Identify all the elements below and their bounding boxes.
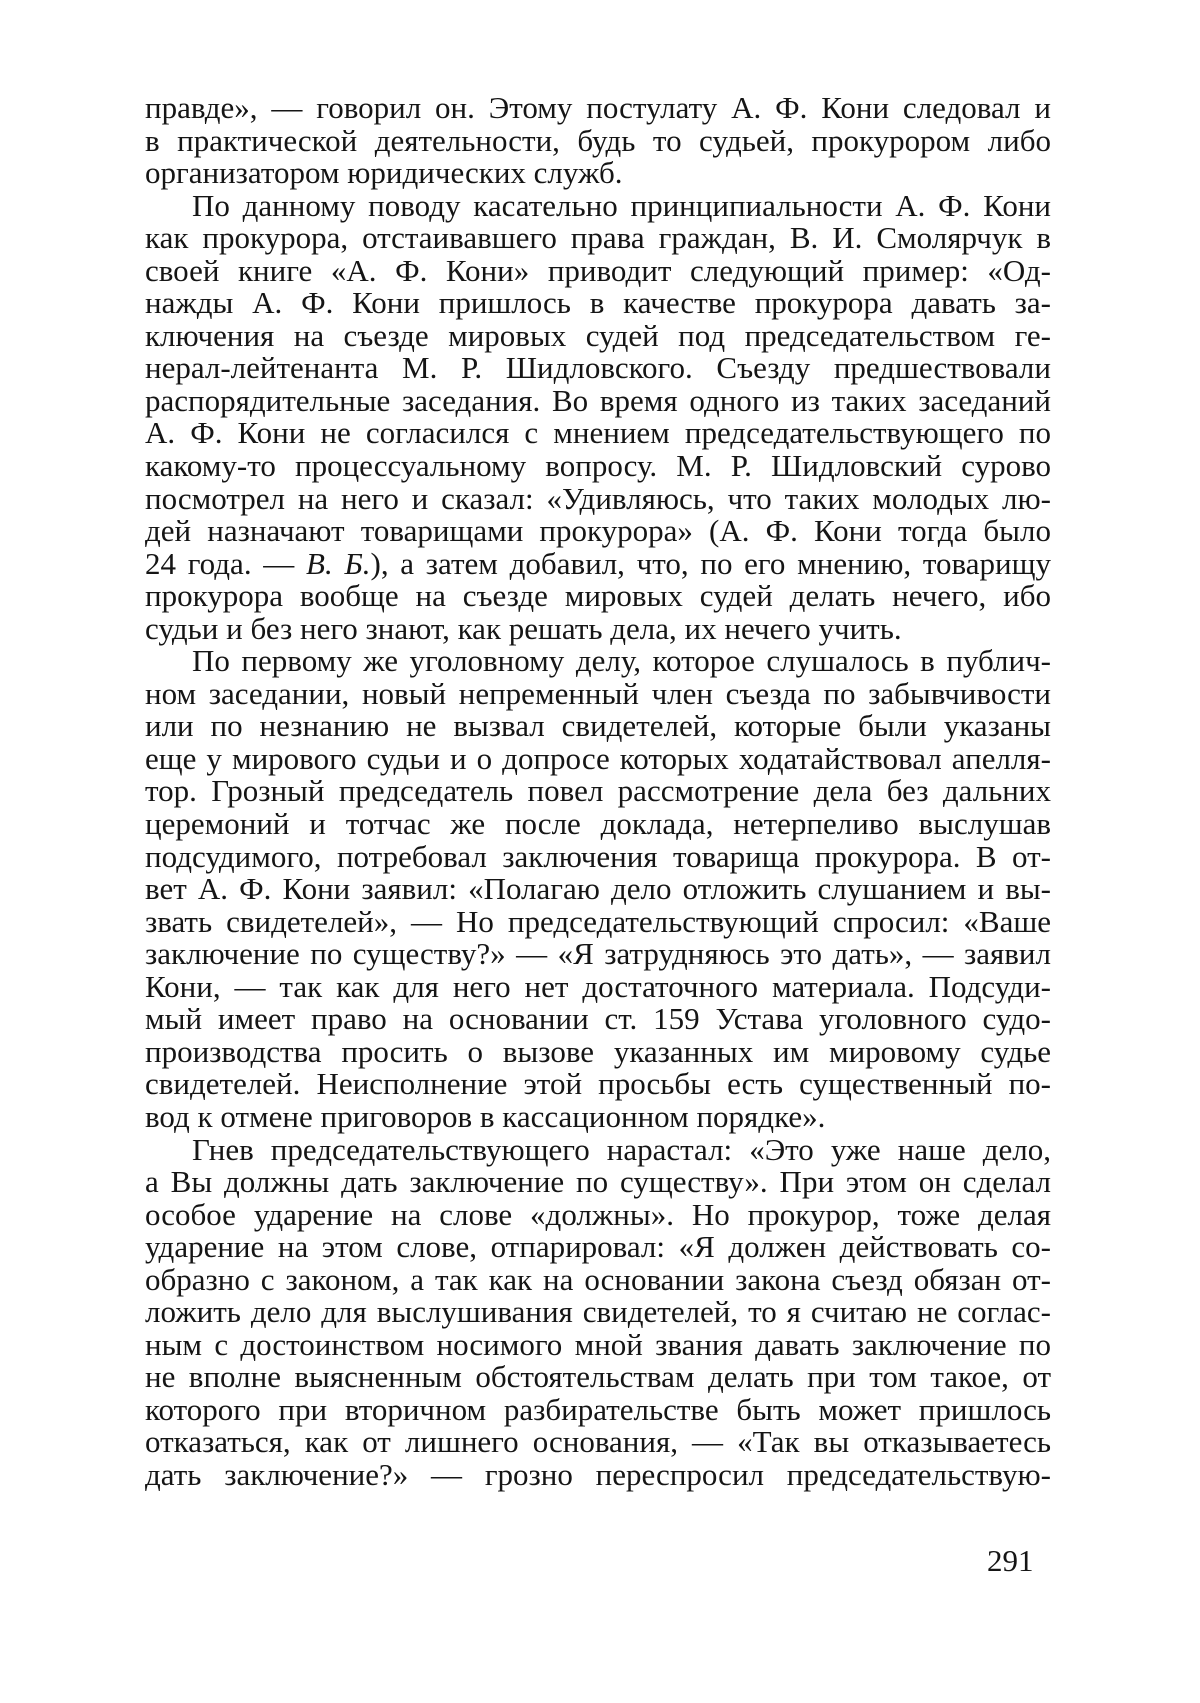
text-segment: 24 года. —: [145, 546, 306, 581]
paragraph: [145, 190, 1051, 646]
text-line: [145, 580, 1051, 613]
text-segment: дей назначают товарищами прокурора» (А. Ф. Кони тогда было: [145, 513, 1051, 548]
text-line: [145, 1361, 1051, 1394]
text-line: [145, 1101, 1051, 1134]
text-line: [145, 417, 1051, 450]
text-line: [145, 1394, 1051, 1427]
text-segment: А. Ф. Кони не согласился с мнением председательствующего по: [145, 415, 1051, 450]
text-segment: не вполне выясненным обстоятельствам делать при том такое, от: [145, 1359, 1051, 1394]
text-line: [145, 1166, 1051, 1199]
text-segment: По первому же уголовному делу, которое слушалось в публич-: [192, 643, 1051, 678]
text-segment: которого при вторичном разбирательстве быть может пришлось: [145, 1392, 1051, 1427]
text-line: [145, 1329, 1051, 1362]
text-line: [145, 1296, 1051, 1329]
text-line: [145, 1036, 1051, 1069]
text-segment: или по незнанию не вызвал свидетелей, которые были указаны: [145, 708, 1051, 743]
text-segment: церемоний и тотчас же после доклада, нетерпеливо выслушав: [145, 806, 1051, 841]
text-line: [145, 190, 1051, 223]
text-segment: отказаться, как от лишнего основания, — «Так вы отказываетесь: [145, 1424, 1051, 1459]
text-line: [145, 645, 1051, 678]
page-body: [145, 92, 1051, 1492]
text-line: [145, 743, 1051, 776]
paragraph: [145, 92, 1051, 190]
author-initials: В. Б.: [306, 546, 370, 581]
text-line: [145, 157, 1051, 190]
text-line: [145, 841, 1051, 874]
text-line: [145, 1231, 1051, 1264]
text-line: [145, 385, 1051, 418]
text-line: [145, 971, 1051, 1004]
text-segment: ном заседании, новый непременный член съезда по забывчивости: [145, 676, 1051, 711]
text-segment: какому-то процессуальному вопросу. М. Р. Шидловский сурово: [145, 448, 1051, 483]
text-line: [145, 287, 1051, 320]
text-line: [145, 678, 1051, 711]
text-line: [145, 808, 1051, 841]
text-line: [145, 1134, 1051, 1167]
text-line: [145, 710, 1051, 743]
text-segment: в практической деятельности, будь то судьей, прокурором либо: [145, 123, 1051, 158]
text-segment: а Вы должны дать заключение по существу». При этом он сделал: [145, 1164, 1051, 1199]
text-segment: свидетелей. Неисполнение этой просьбы есть существенный по-: [145, 1066, 1051, 1101]
text-line: [145, 1426, 1051, 1459]
text-segment: ным с достоинством носимого мной звания давать заключение по: [145, 1327, 1051, 1362]
text-line: [145, 125, 1051, 158]
text-segment: ключения на съезде мировых судей под председательством ге-: [145, 318, 1051, 353]
text-segment: тор. Грозный председатель повел рассмотрение дела без дальних: [145, 773, 1051, 808]
text-segment: производства просить о вызове указанных им мировому судье: [145, 1034, 1051, 1069]
text-line: [145, 483, 1051, 516]
text-segment: дать заключение?» — грозно переспросил председательствую-: [145, 1457, 1051, 1492]
text-line: [145, 613, 1051, 646]
text-line: [145, 548, 1051, 581]
text-segment: звать свидетелей», — Но председательствующий спросил: «Ваше: [145, 904, 1051, 939]
text-line: [145, 352, 1051, 385]
text-segment: правде», — говорил он. Этому постулату А. Ф. Кони следовал и: [145, 90, 1051, 125]
text-segment: нажды А. Ф. Кони пришлось в качестве прокурора давать за-: [145, 285, 1051, 320]
text-line: [145, 1264, 1051, 1297]
text-line: [145, 222, 1051, 255]
text-segment: ложить дело для выслушивания свидетелей, то я считаю не соглас-: [145, 1294, 1051, 1329]
text-line: [145, 906, 1051, 939]
text-segment: По данному поводу касательно принципиальности А. Ф. Кони: [192, 188, 1051, 223]
text-segment: посмотрел на него и сказал: «Удивляюсь, что таких молодых лю-: [145, 481, 1051, 516]
paragraph: [145, 645, 1051, 1133]
text-segment: организатором юридических служб.: [145, 155, 623, 190]
text-line: [145, 873, 1051, 906]
text-segment: нерал-лейтенанта М. Р. Шидловского. Съезду предшествовали: [145, 350, 1051, 385]
text-segment: своей книге «А. Ф. Кони» приводит следующий пример: «Од-: [145, 253, 1051, 288]
text-segment: ), а затем добавил, что, по его мнению, товарищу: [371, 546, 1052, 581]
page-number: 291: [987, 1545, 1034, 1577]
text-segment: особое ударение на слове «должны». Но прокурор, тоже делая: [145, 1197, 1051, 1232]
text-line: [145, 450, 1051, 483]
text-line: [145, 938, 1051, 971]
text-line: [145, 1199, 1051, 1232]
text-segment: Кони, — так как для него нет достаточного материала. Подсуди-: [145, 969, 1051, 1004]
text-segment: заключение по существу?» — «Я затрудняюсь это дать», — заявил: [145, 936, 1051, 971]
text-line: [145, 320, 1051, 353]
text-line: [145, 515, 1051, 548]
text-segment: прокурора вообще на съезде мировых судей делать нечего, ибо: [145, 578, 1051, 613]
text-line: [145, 255, 1051, 288]
text-segment: мый имеет право на основании ст. 159 Устава уголовного судо-: [145, 1001, 1051, 1036]
text-segment: еще у мирового судьи и о допросе которых ходатайствовал апелля-: [145, 741, 1051, 776]
text-line: [145, 92, 1051, 125]
text-segment: распорядительные заседания. Во время одного из таких заседаний: [145, 383, 1051, 418]
text-segment: ударение на этом слове, отпарировал: «Я должен действовать со-: [145, 1229, 1051, 1264]
text-segment: судьи и без него знают, как решать дела, их нечего учить.: [145, 611, 902, 646]
text-segment: образно с законом, а так как на основании закона съезд обязан от-: [145, 1262, 1051, 1297]
text-line: [145, 1068, 1051, 1101]
paragraph: [145, 1134, 1051, 1492]
text-line: [145, 1003, 1051, 1036]
text-segment: как прокурора, отстаивавшего права граждан, В. И. Смолярчук в: [145, 220, 1051, 255]
text-segment: вет А. Ф. Кони заявил: «Полагаю дело отложить слушанием и вы-: [145, 871, 1051, 906]
text-segment: Гнев председательствующего нарастал: «Это уже наше дело,: [192, 1132, 1051, 1167]
text-line: [145, 775, 1051, 808]
text-line: [145, 1459, 1051, 1492]
text-segment: подсудимого, потребовал заключения товарища прокурора. В от-: [145, 839, 1051, 874]
text-segment: вод к отмене приговоров в кассационном порядке».: [145, 1099, 825, 1134]
